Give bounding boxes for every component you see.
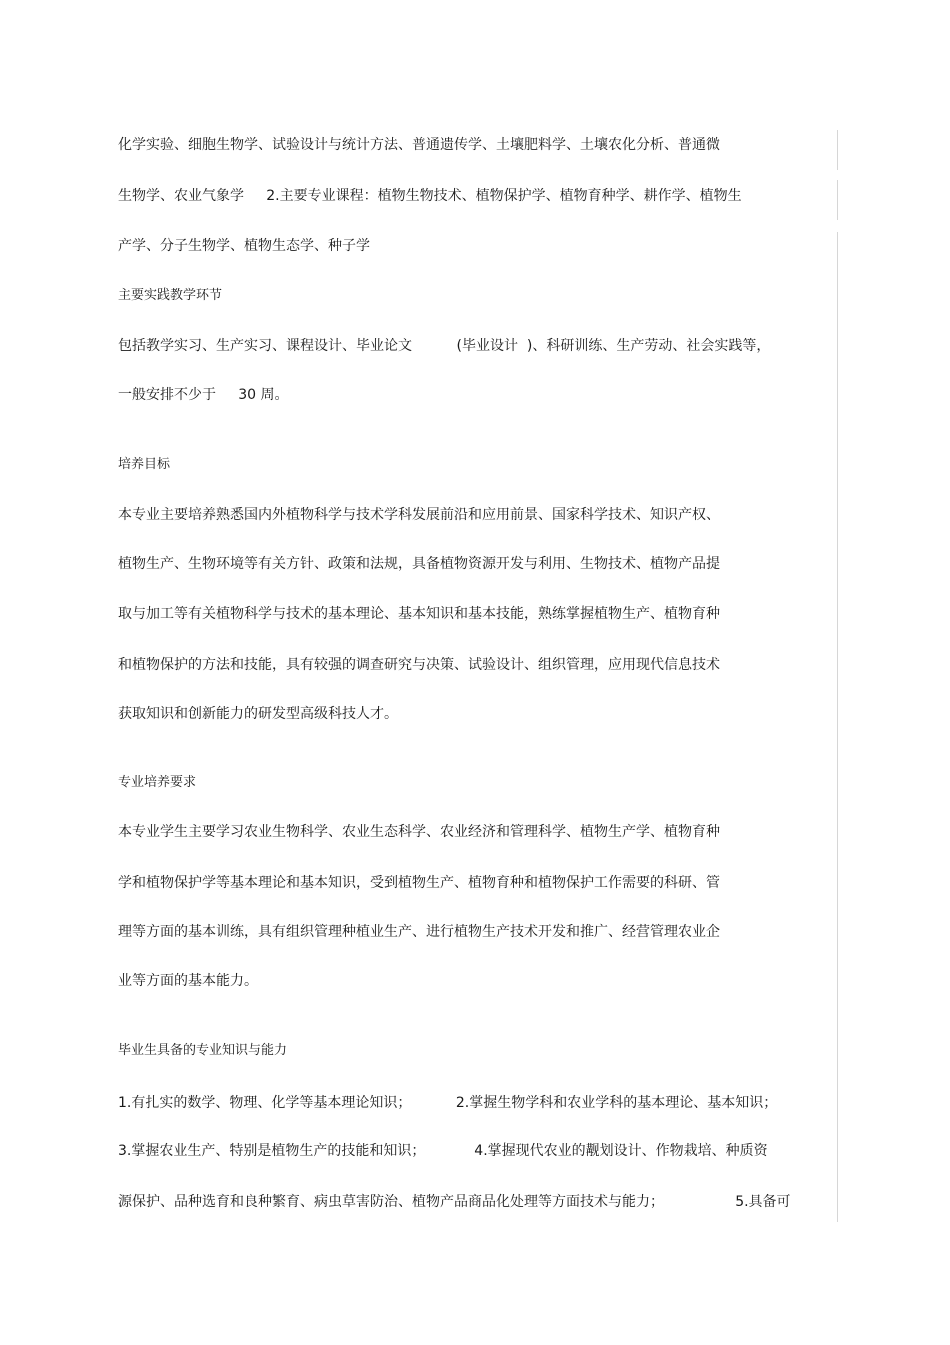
text-line: 和植物保护的方法和技能，具有较强的调查研究与决策、试验设计、组织管理，应用现代信息技术: [118, 657, 720, 673]
text-line: 取与加工等有关植物科学与技术的基本理论、基本知识和基本技能，熟练掌握植物生产、植物育种: [118, 606, 720, 622]
text-line: 本专业学生主要学习农业生物科学、农业生态科学、农业经济和管理科学、植物生产学、植物育种: [118, 824, 720, 840]
text-line: 理等方面的基本训练，具有组织管理种植业生产、进行植物生产技术开发和推广、经营管理农业企: [118, 924, 720, 940]
text-line: 产学、分子生物学、植物生态学、种子学: [118, 238, 370, 254]
margin-rule: [837, 180, 838, 220]
section-heading: 毕业生具备的专业知识与能力: [118, 1043, 288, 1058]
text-line: 学和植物保护学等基本理论和基本知识，受到植物生产、植物育种和植物保护工作需要的科研、管: [118, 875, 720, 891]
section-heading: 培养目标: [118, 457, 171, 472]
text-line: 一般安排不少于 30 周。: [118, 387, 289, 403]
text-line: 植物生产、生物环境等有关方针、政策和法规，具备植物资源开发与利用、生物技术、植物产品提: [118, 556, 720, 572]
margin-rule: [837, 232, 838, 1222]
text-line: 生物学、农业气象学 2.主要专业课程：植物生物技术、植物保护学、植物育种学、耕作学、植物生: [118, 188, 742, 204]
text-line: 业等方面的基本能力。: [118, 973, 258, 989]
section-heading: 专业培养要求: [118, 775, 197, 790]
text-line: 获取知识和创新能力的研发型高级科技人才。: [118, 706, 398, 722]
margin-rule: [837, 130, 838, 170]
text-line: 源保护、品种选育和良种繁育、病虫草害防治、植物产品商品化处理等方面技术与能力； 5.具备可: [118, 1194, 791, 1210]
text-line: 1.有扎实的数学、物理、化学等基本理论知识； 2.掌握生物学科和农业学科的基本理论、基本知识；: [118, 1095, 778, 1111]
text-line: 化学实验、细胞生物学、试验设计与统计方法、普通遗传学、土壤肥料学、土壤农化分析、普通微: [118, 137, 720, 153]
text-line: 3.掌握农业生产、特别是植物生产的技能和知识； 4.掌握现代农业的觏划设计、作物栽培、种质资: [118, 1143, 768, 1159]
text-line: 本专业主要培养熟悉国内外植物科学与技术学科发展前沿和应用前景、国家科学技术、知识产权、: [118, 507, 720, 523]
text-line: 包括教学实习、生产实习、课程设计、毕业论文 (毕业设计 )、科研训练、生产劳动、社会实践等，: [118, 338, 771, 354]
section-heading: 主要实践教学环节: [118, 288, 223, 303]
